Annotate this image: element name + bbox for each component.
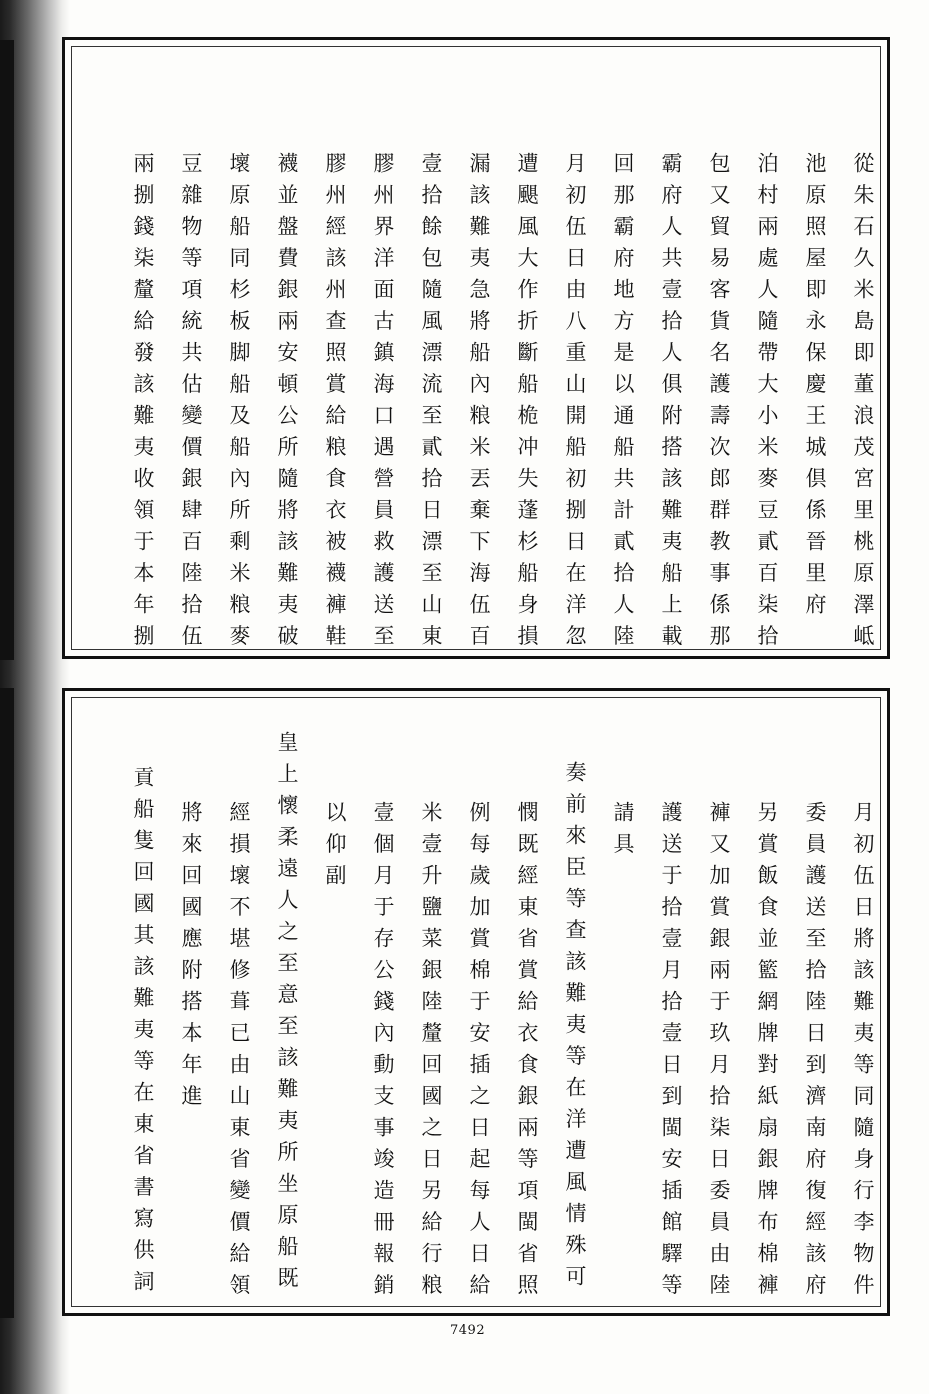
top-text-panel <box>62 37 890 659</box>
bottom-column-4: 褲又加賞銀兩于玖月拾柒日委員由陸 <box>707 801 731 1305</box>
top-column-12: 膠州經該州查照賞給粮食衣被襪褲鞋 <box>323 152 347 656</box>
top-column-13: 襪並盤費銀兩安頓公所隨將該難夷破 <box>275 152 299 656</box>
top-column-1: 從朱石久米島即董浪茂宮里桃原澤岻 <box>851 152 875 656</box>
bottom-column-14: 經損壞不堪修葺已由山東省變價給領 <box>227 801 251 1305</box>
bottom-column-7: 奏前來臣等查該難夷等在洋遭風情殊可 <box>563 761 587 1297</box>
top-column-3: 泊村兩處人隨帶大小米麥豆貳百柒拾 <box>755 152 779 656</box>
top-column-9: 漏該難夷急將船內粮米丟棄下海伍百 <box>467 152 491 656</box>
top-column-15: 豆雜物等項統共估變價銀肆百陸拾伍 <box>179 152 203 656</box>
bottom-column-15: 將來回國應附搭本年進 <box>179 801 203 1116</box>
spine-edge-top <box>0 40 14 660</box>
page-number: 7492 <box>450 1323 486 1338</box>
top-column-2: 池原照屋即永保慶王城倶係晉里府 <box>803 152 827 625</box>
top-column-4: 包又貿易客貨名護壽次郎群教事係那 <box>707 152 731 656</box>
top-column-8: 遭颶風大作折斷船桅冲失蓬杉船身損 <box>515 152 539 656</box>
top-column-7: 月初伍日由八重山開船初捌日在洋忽 <box>563 152 587 656</box>
bottom-column-5: 護送于拾壹月拾壹日到閩安插館驛等 <box>659 801 683 1305</box>
top-column-6: 回那霸府地方是以通船共計貳拾人陸 <box>611 152 635 656</box>
bottom-column-1: 月初伍日將該難夷等同隨身行李物件 <box>851 801 875 1305</box>
bottom-column-12: 以仰副 <box>323 801 347 896</box>
bottom-column-13: 皇上懷柔遠人之至意至該難夷所坐原船既 <box>275 731 299 1298</box>
spine-edge-bottom <box>0 688 14 1318</box>
bottom-column-8: 憫既經東省賞給衣食銀兩等項閩省照 <box>515 801 539 1305</box>
top-column-14: 壞原船同杉板脚船及船內所剩米粮麥 <box>227 152 251 656</box>
bottom-column-9: 例每歲加賞棉于安插之日起每人日給 <box>467 801 491 1305</box>
top-column-16: 兩捌錢柒釐給發該難夷收領于本年捌 <box>131 152 155 656</box>
bottom-column-10: 米壹升鹽菜銀陸釐回國之日另給行粮 <box>419 801 443 1305</box>
bottom-column-3: 另賞飯食並籃網牌對紙扇銀牌布棉褲 <box>755 801 779 1305</box>
bottom-column-16: 貢船隻回國其該難夷等在東省書寫供詞 <box>131 766 155 1302</box>
top-column-11: 膠州界洋面古鎮海口遇營員救護送至 <box>371 152 395 656</box>
bottom-column-2: 委員護送至拾陸日到濟南府復經該府 <box>803 801 827 1305</box>
top-column-10: 壹拾餘包隨風漂流至貳拾日漂至山東 <box>419 152 443 656</box>
bottom-column-6: 請具 <box>611 801 635 864</box>
bottom-column-11: 壹個月于存公錢內動支事竣造冊報銷 <box>371 801 395 1305</box>
bottom-text-panel <box>62 688 890 1316</box>
top-column-5: 霸府人共壹拾人俱附搭該難夷船上載 <box>659 152 683 656</box>
